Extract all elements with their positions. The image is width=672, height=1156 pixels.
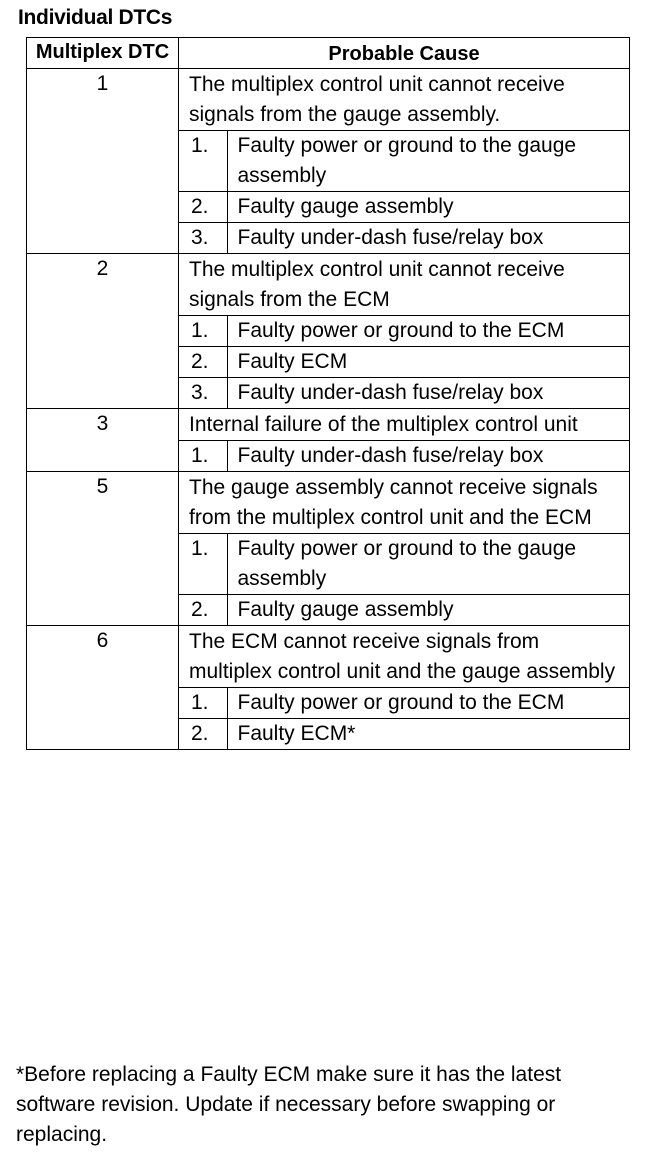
table-body (27, 69, 630, 750)
cause-item-number: 1. (179, 131, 227, 192)
list-item (179, 441, 629, 472)
cause-item-text: Faulty power or ground to the ECM (227, 688, 629, 719)
cause-description: The multiplex control unit cannot receive signals from the ECM (189, 258, 565, 311)
cause-item-number: 1. (179, 441, 227, 472)
list-item (179, 131, 629, 192)
cause-item-text: Faulty under-dash fuse/relay box (227, 223, 629, 254)
probable-cause-cell (179, 69, 630, 254)
probable-cause-cell (179, 254, 630, 409)
dtc-number: 1 (27, 69, 179, 254)
list-item (179, 223, 629, 254)
cause-item-text: Faulty ECM* (227, 719, 629, 750)
list-item (179, 192, 629, 223)
list-item (179, 534, 629, 595)
cause-list (179, 533, 629, 625)
column-header-dtc: Multiplex DTC (27, 38, 179, 69)
cause-item-number: 2. (179, 719, 227, 750)
cause-list (179, 440, 629, 471)
cause-item-text: Faulty ECM (227, 347, 629, 378)
cause-item-number: 1. (179, 688, 227, 719)
table-row (27, 254, 630, 409)
list-item (179, 719, 629, 750)
dtc-table (26, 37, 630, 750)
cause-item-number: 3. (179, 223, 227, 254)
cause-item-text: Faulty power or ground to the gauge assembly (227, 131, 629, 192)
cause-description: Internal failure of the multiplex control unit (189, 413, 578, 436)
column-header-probable-cause: Probable Cause (179, 38, 630, 69)
table-row (27, 69, 630, 254)
list-item (179, 347, 629, 378)
dtc-number: 3 (27, 409, 179, 472)
cause-item-text: Faulty gauge assembly (227, 192, 629, 223)
table-row (27, 626, 630, 750)
probable-cause-cell (179, 409, 630, 472)
cause-item-number: 3. (179, 378, 227, 409)
list-item (179, 688, 629, 719)
cause-list (179, 130, 629, 253)
cause-item-number: 1. (179, 316, 227, 347)
cause-description: The ECM cannot receive signals from multiplex control unit and the gauge assembly (189, 630, 616, 683)
page-title: Individual DTCs (18, 6, 173, 29)
table-row (27, 472, 630, 626)
cause-description: The gauge assembly cannot receive signals from the multiplex control unit and the ECM (189, 476, 598, 529)
cause-item-text: Faulty power or ground to the gauge assembly (227, 534, 629, 595)
probable-cause-cell (179, 472, 630, 626)
dtc-number: 2 (27, 254, 179, 409)
list-item (179, 595, 629, 626)
cause-item-number: 2. (179, 347, 227, 378)
list-item (179, 378, 629, 409)
cause-item-text: Faulty power or ground to the ECM (227, 316, 629, 347)
cause-list (179, 315, 629, 408)
cause-list (179, 687, 629, 749)
cause-item-number: 2. (179, 192, 227, 223)
table-row (27, 409, 630, 472)
cause-description: The multiplex control unit cannot receive signals from the gauge assembly. (189, 73, 565, 126)
cause-item-text: Faulty gauge assembly (227, 595, 629, 626)
list-item (179, 316, 629, 347)
cause-item-number: 2. (179, 595, 227, 626)
cause-item-text: Faulty under-dash fuse/relay box (227, 441, 629, 472)
probable-cause-cell (179, 626, 630, 750)
dtc-number: 5 (27, 472, 179, 626)
dtc-number: 6 (27, 626, 179, 750)
footnote: *Before replacing a Faulty ECM make sure it has the latest software revision. Update if necessary before swapping or replacing. (16, 1063, 562, 1146)
cause-item-text: Faulty under-dash fuse/relay box (227, 378, 629, 409)
cause-item-number: 1. (179, 534, 227, 595)
table-header-row (27, 38, 630, 69)
